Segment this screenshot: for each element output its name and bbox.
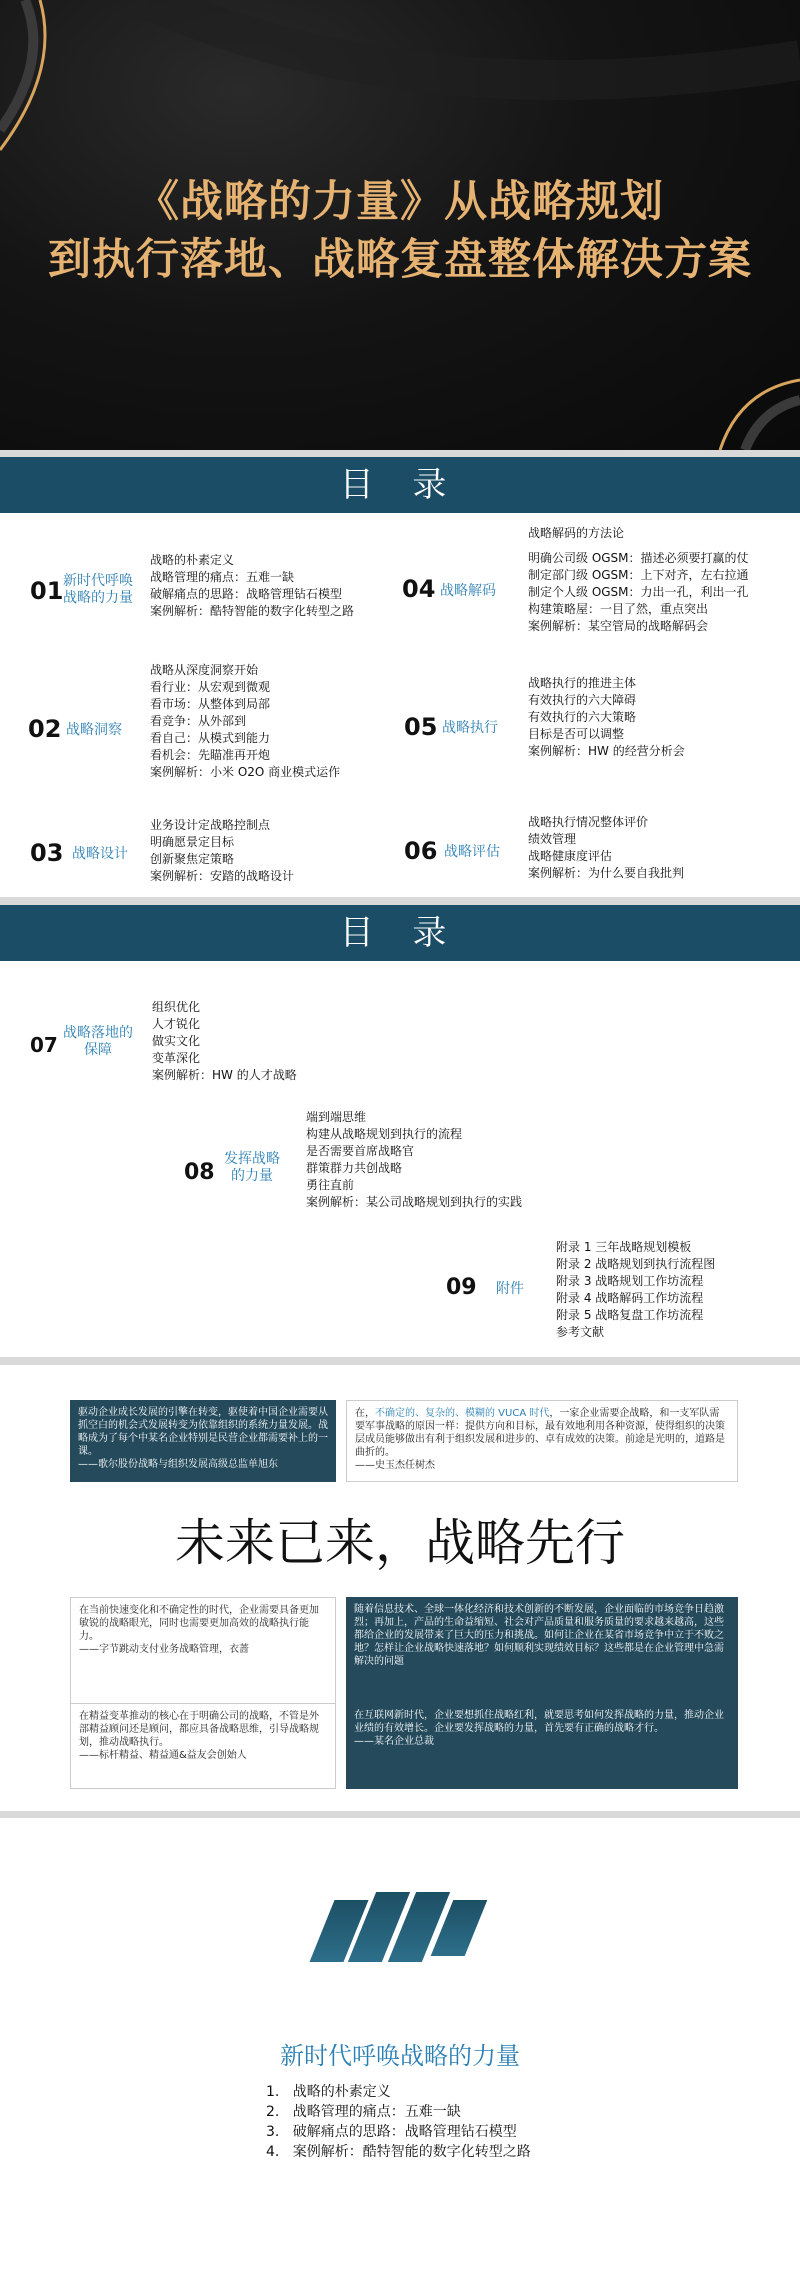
section-items-07: 组织优化 人才锐化 做实文化 变革深化 案例解析：HW 的人才战略 — [152, 1000, 297, 1082]
quote-box-6: 在互联网新时代，企业要想抓住战略红利，就要思考如何发挥战略的力量，推动企业业绩的有效增长。企业要发挥战略的力量，首先要有正确的战略才行。 ——某名企业总裁 — [346, 1703, 738, 1789]
cover-slide — [0, 0, 800, 450]
section-title-08: 发挥战略 的力量 — [224, 1151, 280, 1184]
section-items-05: 战略执行的推进主体 有效执行的六大障碍 有效执行的六大策略 目标是否可以调整 案例解析：HW 的经营分析会 — [528, 676, 685, 758]
chapter-title: 新时代呼唤战略的力量 — [280, 2042, 520, 2070]
toc-slide-1 — [0, 457, 800, 897]
cover-title-line2: 到执行落地、战略复盘整体解决方案 — [48, 235, 752, 285]
section-items-06: 战略执行情况整体评价 绩效管理 战略健康度评估 案例解析：为什么要自我批判 — [528, 815, 685, 880]
section-number-01: 01 — [30, 577, 64, 605]
section-title-03: 战略设计 — [72, 846, 128, 862]
section-number-04: 04 — [402, 575, 436, 603]
section-number-07: 07 — [30, 1033, 58, 1057]
quote-box-5: 在精益变革推动的核心在于明确公司的战略，不管是外部精益顾问还是顾问，都应具备战略思维，引导战略规划，推动战略执行。 ——标杆精益、精益通&益友会创始人 — [70, 1703, 336, 1789]
section-number-08: 08 — [184, 1160, 215, 1185]
quotes-slide — [0, 1365, 800, 1811]
section-title-06: 战略评估 — [444, 844, 500, 860]
section-title-07: 战略落地的 保障 — [63, 1025, 133, 1058]
section-number-05: 05 — [404, 713, 438, 741]
slide-headline: 未来已来，战略先行 — [175, 1514, 625, 1572]
quote-box-1: 驱动企业成长发展的引擎在转变，驱使着中国企业需要从抓空白的机会式发展转变为依靠组织的系统力量发展。战略成为了每个中某名企业特别是民营企业都需要补上的一课。 ——歌尔股份战略与组织发展高级总监单旭东 — [70, 1400, 336, 1482]
section-number-02: 02 — [28, 715, 62, 743]
section-items-09: 附录 1 三年战略规划模板 附录 2 战略规划到执行流程图 附录 3 战略规划工作坊流程 附录 4 战略解码工作坊流程 附录 5 战略复盘工作坊流程 参考文献 — [556, 1240, 716, 1339]
toc-slide-2 — [0, 905, 800, 1357]
section-title-01: 新时代呼唤 战略的力量 — [63, 573, 133, 606]
chapter-items: 1. 战略的朴素定义 2. 战略管理的痛点：五难一缺 3. 破解痛点的思路：战略管理钻石模型 4. 案例解析：酷特智能的数字化转型之路 — [266, 2084, 531, 2160]
section-title-05: 战略执行 — [442, 720, 498, 736]
vuca-highlight: 不确定的、复杂的、模糊的 VUCA 时代 — [375, 1408, 550, 1419]
toc-heading: 目 录 — [0, 905, 800, 961]
section-number-06: 06 — [404, 837, 438, 865]
quote-box-3: 在当前快速变化和不确定性的时代，企业需要具备更加敏锐的战略眼光，同时也需要更加高效的战略执行能力。 ——字节跳动支付业务战略管理，衣蔷 — [70, 1597, 336, 1707]
section-items-02: 战略从深度洞察开始 看行业：从宏观到微观 看市场：从整体到局部 看竞争：从外部到 看自己：从模式到能力 看机会：先瞄准再开炮 案例解析：小米 O2O 商业模式运作 — [150, 663, 341, 779]
section-items-03: 业务设计定战略控制点 明确愿景定目标 创新聚焦定策略 案例解析：安踏的战略设计 — [150, 818, 295, 883]
section-title-02: 战略洞察 — [66, 722, 122, 738]
section-number-03: 03 — [30, 839, 64, 867]
toc-heading: 目 录 — [0, 457, 800, 513]
section-items-08: 端到端思维 构建从战略规划到执行的流程 是否需要首席战略官 群策群力共创战略 勇往直前 案例解析：某公司战略规划到执行的实践 — [306, 1110, 523, 1209]
section-items-04: 战略解码的方法论 明确公司级 OGSM：描述必须要打赢的仗 制定部门级 OGSM：上下对齐，左右拉通 制定个人级 OGSM：力出一孔，利出一孔 构建策略屋：一目了然，重点突出 案例解析：某空管局的战略解码会 — [528, 526, 749, 633]
section-title-04: 战略解码 — [440, 583, 496, 599]
quote-box-4: 随着信息技术、全球一体化经济和技术创新的不断发展，企业面临的市场竞争日趋激烈；再加上，产品的生命益缩短、社会对产品质量和服务质量的要求越来越高，这些都给企业的发展带来了巨大的压力和挑战。如何让企业在某省市场竞争中立于不败之地？怎样让企业战略快速落地？如何顺利实现绩效目标？这些都是在企业管理中急需解决的问题 — [346, 1597, 738, 1707]
section-number-09: 09 — [446, 1275, 477, 1300]
section-title-09: 附件 — [496, 1281, 524, 1297]
section-items-01: 战略的朴素定义 战略管理的痛点：五难一缺 破解痛点的思路：战略管理钻石模型 案例解析：酷特智能的数字化转型之路 — [150, 553, 355, 618]
cover-title-line1: 《战略的力量》从战略规划 — [136, 177, 664, 227]
quote-box-2: 在，不确定的、复杂的、模糊的 VUCA 时代，一家企业需要企战略，和一支军队需要军事战略的原因一样：提供方向和目标，最有效地利用各种资源，使得组织的决策层成员能够做出有利于组织发展和进步的、卓有成效的决策。前途是光明的，道路是曲折的。 ——史玉杰任树杰 — [346, 1400, 738, 1482]
